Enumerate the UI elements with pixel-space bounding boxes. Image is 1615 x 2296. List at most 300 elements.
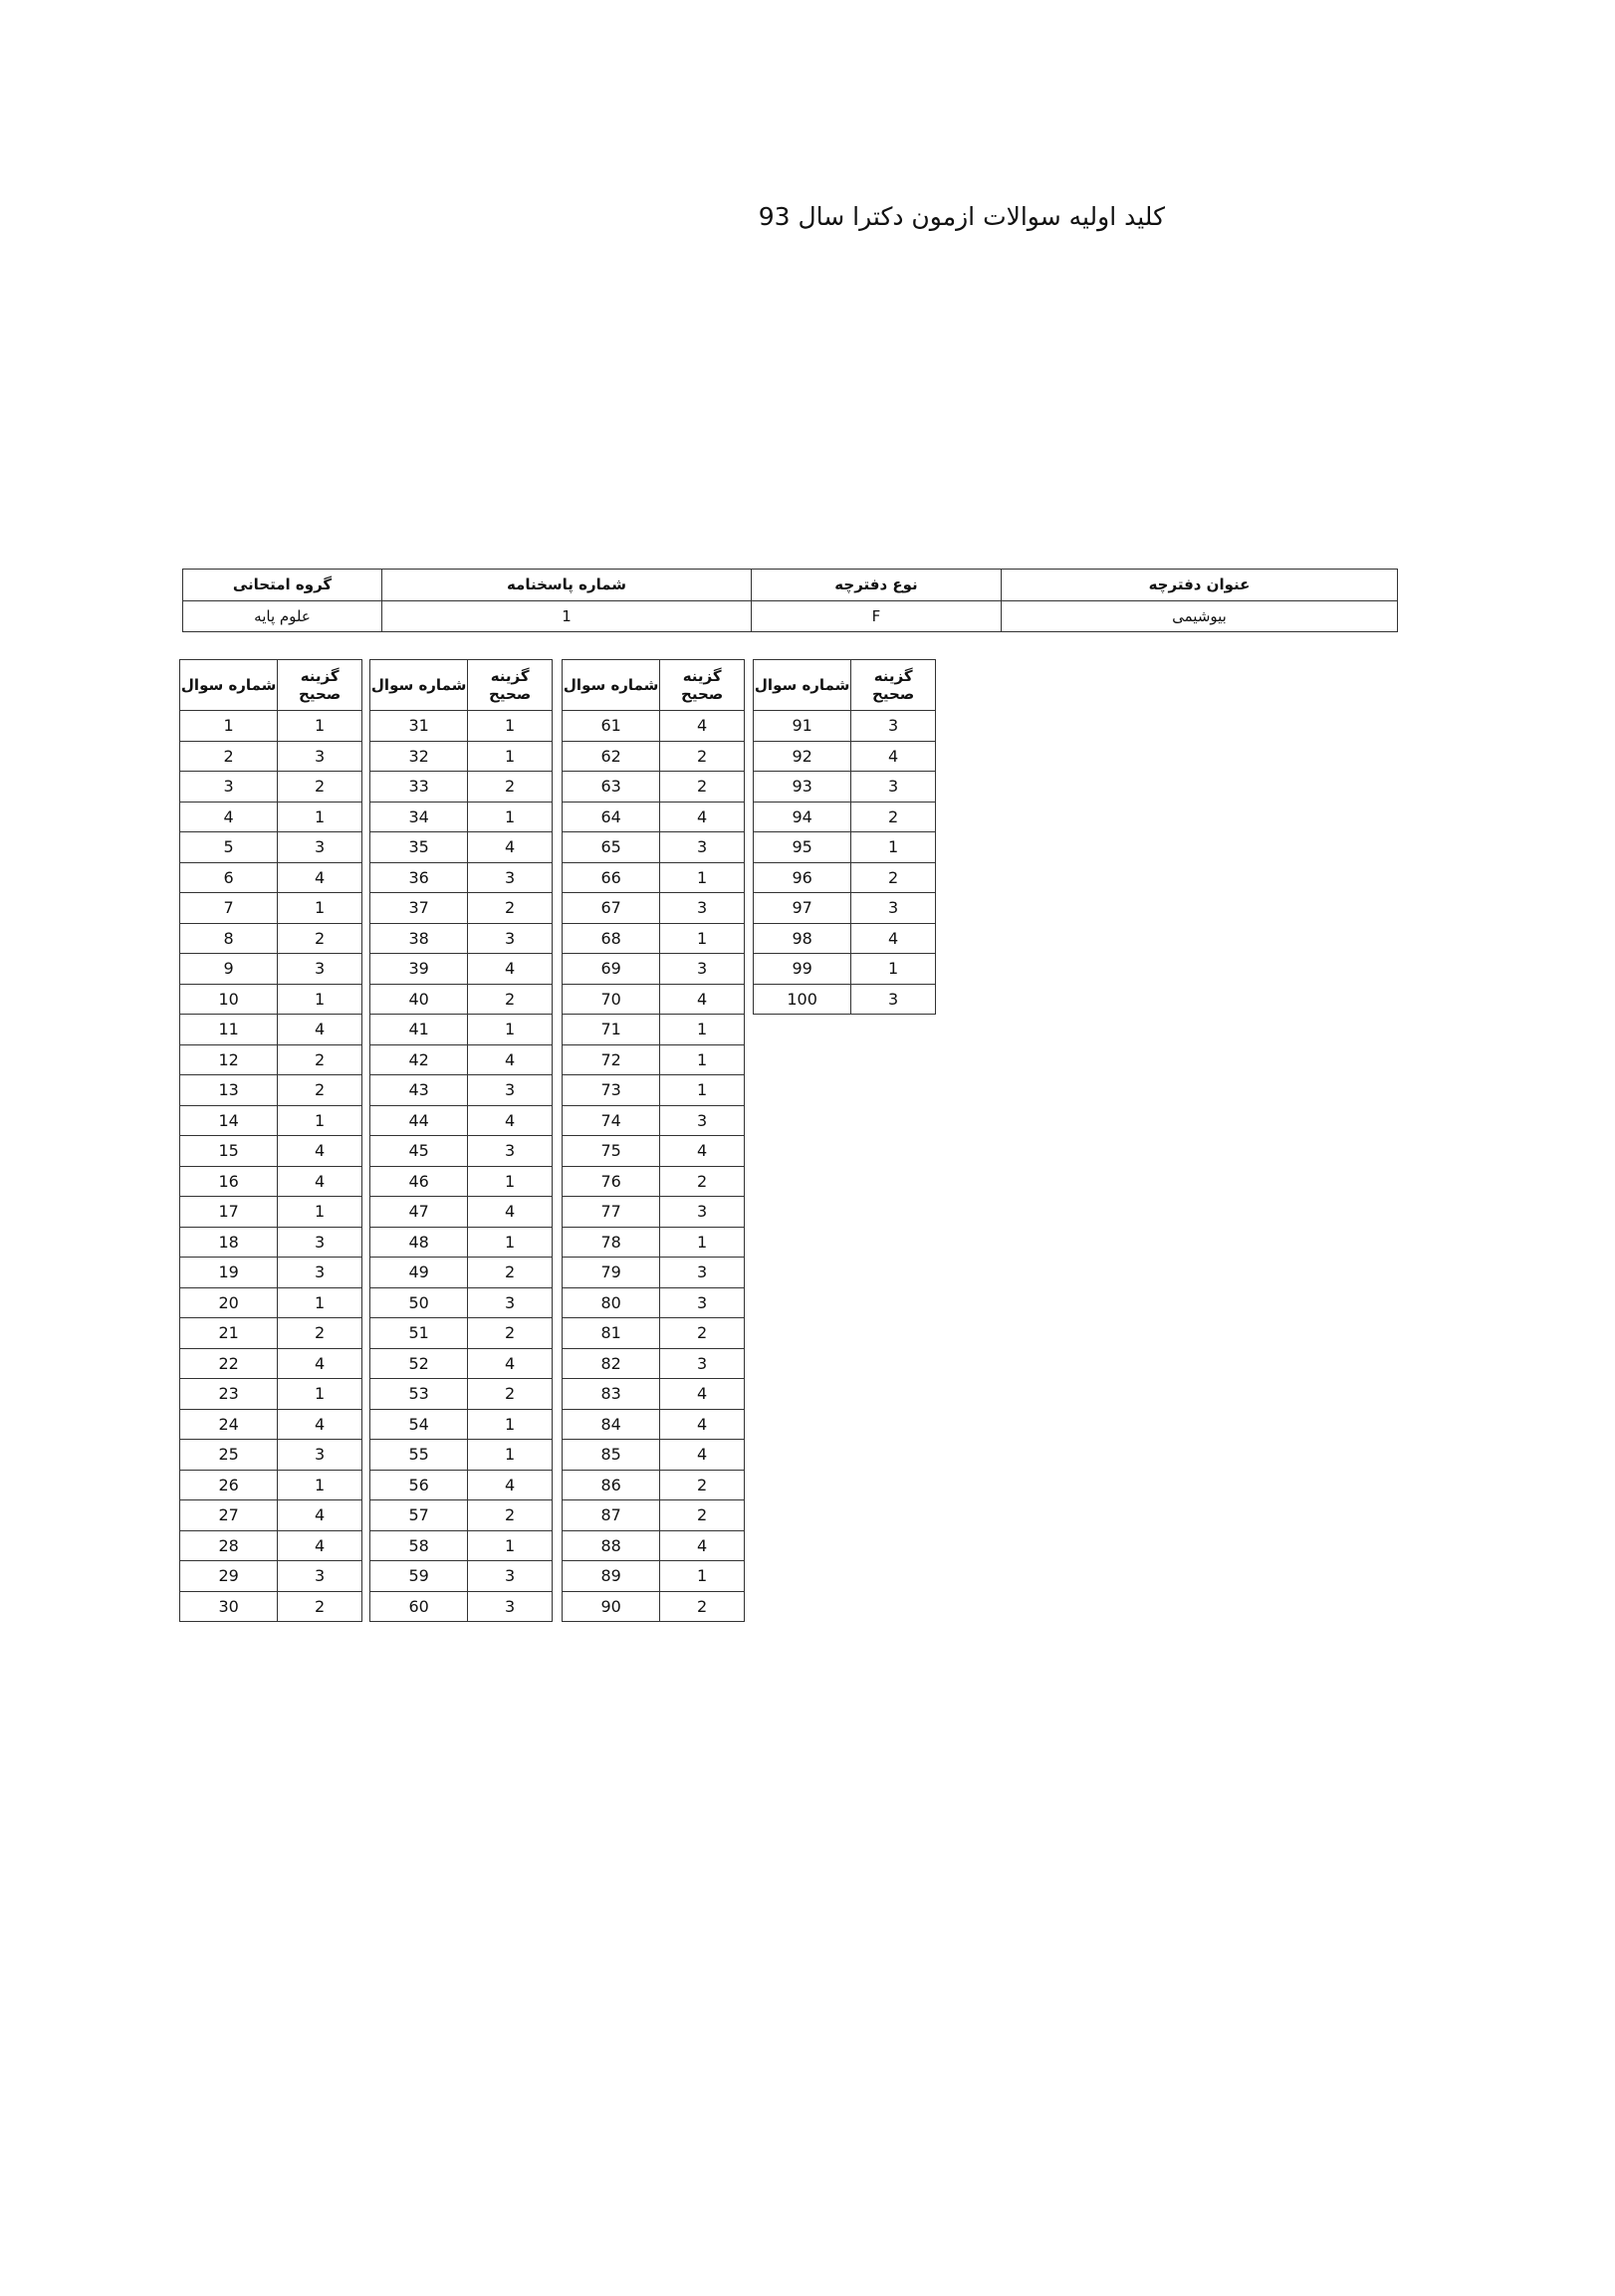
correct-option-cell: 3: [660, 1105, 745, 1136]
question-number-cell: 22: [180, 1348, 278, 1379]
question-number-cell: 87: [563, 1500, 660, 1531]
table-row: [370, 741, 553, 772]
answer-key-table-1: [179, 659, 362, 1622]
correct-option-cell: 2: [660, 1470, 745, 1500]
table-row: [370, 1044, 553, 1075]
correct-option-cell: 2: [468, 1258, 553, 1288]
correct-option-cell: 2: [468, 1318, 553, 1349]
table-row: [563, 1105, 745, 1136]
table-row: [370, 1591, 553, 1622]
table-row: [754, 954, 936, 985]
question-number-cell: 60: [370, 1591, 468, 1622]
question-number-cell: 94: [754, 802, 851, 832]
question-number-cell: 61: [563, 711, 660, 742]
correct-option-cell: 2: [660, 1166, 745, 1197]
table-row: [563, 1591, 745, 1622]
correct-option-cell: 3: [468, 923, 553, 954]
correct-option-cell: 1: [660, 862, 745, 893]
table-row: [180, 1015, 362, 1045]
correct-option-cell: 3: [660, 893, 745, 924]
question-number-cell: 80: [563, 1287, 660, 1318]
correct-option-cell: 3: [278, 741, 362, 772]
table-row: [563, 862, 745, 893]
correct-option-cell: 4: [660, 1440, 745, 1471]
table-row: [563, 1470, 745, 1500]
table-row: [563, 984, 745, 1015]
question-number-cell: 11: [180, 1015, 278, 1045]
question-number-cell: 38: [370, 923, 468, 954]
question-number-cell: 36: [370, 862, 468, 893]
table-row: [180, 772, 362, 803]
question-number-cell: 33: [370, 772, 468, 803]
correct-option-cell: 4: [660, 1409, 745, 1440]
question-number-cell: 14: [180, 1105, 278, 1136]
question-number-cell: 9: [180, 954, 278, 985]
question-number-cell: 75: [563, 1136, 660, 1167]
correct-option-cell: 2: [851, 802, 936, 832]
correct-option-cell: 4: [660, 802, 745, 832]
correct-option-cell: 3: [660, 832, 745, 863]
answer-key-table-2: [369, 659, 553, 1622]
correct-option-cell: 4: [278, 1015, 362, 1045]
table-row: [370, 1470, 553, 1500]
table-row: [754, 711, 936, 742]
table-row: [563, 1530, 745, 1561]
question-number-cell: 64: [563, 802, 660, 832]
question-number-cell: 27: [180, 1500, 278, 1531]
correct-option-cell: 3: [468, 1075, 553, 1106]
exam-group-value: علوم پایه: [183, 600, 382, 632]
table-row: [370, 832, 553, 863]
table-row: [180, 1044, 362, 1075]
table-row: [754, 772, 936, 803]
correct-option-cell: 3: [851, 893, 936, 924]
question-number-cell: 44: [370, 1105, 468, 1136]
table-row: [180, 741, 362, 772]
table-row: [180, 711, 362, 742]
table-row: [370, 1197, 553, 1228]
correct-option-cell: 1: [278, 802, 362, 832]
correct-option-cell: 3: [278, 832, 362, 863]
correct-option-cell: 3: [278, 954, 362, 985]
question-number-cell: 51: [370, 1318, 468, 1349]
table-row: [563, 1379, 745, 1410]
table-row: [563, 1348, 745, 1379]
question-number-cell: 12: [180, 1044, 278, 1075]
question-number-cell: 53: [370, 1379, 468, 1410]
table-row: [754, 862, 936, 893]
table-row: [370, 1409, 553, 1440]
table-row: [563, 711, 745, 742]
table-row: [180, 954, 362, 985]
correct-option-cell: 1: [468, 802, 553, 832]
question-number-cell: 43: [370, 1075, 468, 1106]
question-number-cell: 28: [180, 1530, 278, 1561]
table-row: [563, 1075, 745, 1106]
correct-option-cell: 2: [660, 1500, 745, 1531]
correct-option-cell: 1: [660, 1075, 745, 1106]
question-number-cell: 2: [180, 741, 278, 772]
answer-key-table-3: [562, 659, 745, 1622]
correct-option-cell: 2: [278, 923, 362, 954]
question-number-cell: 39: [370, 954, 468, 985]
question-number-cell: 31: [370, 711, 468, 742]
question-number-cell: 56: [370, 1470, 468, 1500]
correct-option-cell: 4: [468, 1044, 553, 1075]
question-number-cell: 54: [370, 1409, 468, 1440]
question-number-cell: 3: [180, 772, 278, 803]
correct-option-cell: 1: [468, 1440, 553, 1471]
question-number-cell: 42: [370, 1044, 468, 1075]
question-number-cell: 6: [180, 862, 278, 893]
correct-option-cell: 2: [278, 1044, 362, 1075]
question-number-cell: 79: [563, 1258, 660, 1288]
question-number-cell: 95: [754, 832, 851, 863]
question-number-cell: 82: [563, 1348, 660, 1379]
table-row: [180, 1591, 362, 1622]
booklet-type-value: F: [752, 600, 1002, 632]
table-row: [180, 1136, 362, 1167]
answer-key-table-4: [753, 659, 936, 1015]
question-number-cell: 77: [563, 1197, 660, 1228]
table-row: [180, 923, 362, 954]
table-row: [180, 984, 362, 1015]
table-row: [563, 1227, 745, 1258]
correct-option-cell: 3: [468, 1287, 553, 1318]
correct-option-cell: 4: [278, 862, 362, 893]
correct-option-cell: 3: [468, 1561, 553, 1592]
question-number-cell: 20: [180, 1287, 278, 1318]
question-number-cell: 15: [180, 1136, 278, 1167]
correct-option-cell: 4: [278, 1409, 362, 1440]
correct-option-cell: 4: [851, 741, 936, 772]
table-row: [180, 1318, 362, 1349]
correct-option-cell: 1: [278, 1470, 362, 1500]
question-number-cell: 69: [563, 954, 660, 985]
correct-option-cell: 3: [660, 1287, 745, 1318]
table-row: [180, 1379, 362, 1410]
question-number-cell: 7: [180, 893, 278, 924]
correct-option-cell: 3: [660, 1258, 745, 1288]
question-number-cell: 88: [563, 1530, 660, 1561]
table-row: [563, 1561, 745, 1592]
correct-option-cell: 1: [278, 893, 362, 924]
table-row: [370, 1348, 553, 1379]
correct-option-cell: 1: [660, 1044, 745, 1075]
booklet-info-table: [182, 569, 1398, 632]
table-row: [180, 832, 362, 863]
correct-option-cell: 1: [278, 1105, 362, 1136]
question-number-cell: 19: [180, 1258, 278, 1288]
table-row: [370, 984, 553, 1015]
correct-option-cell: 1: [851, 954, 936, 985]
question-number-cell: 78: [563, 1227, 660, 1258]
table-row: [180, 1105, 362, 1136]
question-number-cell: 25: [180, 1440, 278, 1471]
correct-option-cell: 2: [468, 772, 553, 803]
correct-option-cell: 1: [278, 1287, 362, 1318]
table-row: [370, 1075, 553, 1106]
question-number-cell: 96: [754, 862, 851, 893]
correct-option-header: گزینه صحیح: [851, 660, 936, 711]
correct-option-cell: 4: [468, 954, 553, 985]
table-row: [754, 741, 936, 772]
exam-group-header: گروه امتحانی: [183, 570, 382, 601]
table-row: [370, 1227, 553, 1258]
question-number-cell: 70: [563, 984, 660, 1015]
table-row: [370, 772, 553, 803]
table-row: [563, 1015, 745, 1045]
table-row: [180, 1440, 362, 1471]
table-row: [563, 802, 745, 832]
question-number-cell: 86: [563, 1470, 660, 1500]
table-row: [370, 1379, 553, 1410]
table-row: [370, 802, 553, 832]
table-row: [370, 1561, 553, 1592]
correct-option-cell: 4: [278, 1348, 362, 1379]
question-number-cell: 8: [180, 923, 278, 954]
question-number-cell: 76: [563, 1166, 660, 1197]
question-number-cell: 45: [370, 1136, 468, 1167]
table-row: [563, 923, 745, 954]
correct-option-cell: 3: [660, 1348, 745, 1379]
table-row: [370, 1258, 553, 1288]
question-number-cell: 49: [370, 1258, 468, 1288]
question-number-cell: 73: [563, 1075, 660, 1106]
table-row: [370, 1318, 553, 1349]
table-row: [370, 862, 553, 893]
table-row: [180, 1470, 362, 1500]
question-number-cell: 46: [370, 1166, 468, 1197]
table-row: [563, 893, 745, 924]
table-row: [754, 802, 936, 832]
correct-option-cell: 2: [660, 772, 745, 803]
table-row: [370, 1440, 553, 1471]
question-number-cell: 23: [180, 1379, 278, 1410]
correct-option-header: گزینه صحیح: [660, 660, 745, 711]
question-number-cell: 81: [563, 1318, 660, 1349]
question-number-cell: 26: [180, 1470, 278, 1500]
question-number-cell: 62: [563, 741, 660, 772]
correct-option-cell: 1: [468, 1227, 553, 1258]
question-number-cell: 90: [563, 1591, 660, 1622]
question-number-cell: 85: [563, 1440, 660, 1471]
question-number-cell: 32: [370, 741, 468, 772]
question-number-cell: 93: [754, 772, 851, 803]
correct-option-cell: 1: [851, 832, 936, 863]
table-row: [180, 1409, 362, 1440]
table-row: [563, 1500, 745, 1531]
correct-option-cell: 2: [278, 1075, 362, 1106]
correct-option-cell: 1: [660, 1227, 745, 1258]
question-number-cell: 59: [370, 1561, 468, 1592]
table-row: [370, 954, 553, 985]
correct-option-cell: 1: [468, 1409, 553, 1440]
table-row: [563, 1044, 745, 1075]
answer-sheet-number-value: 1: [382, 600, 752, 632]
table-row: [563, 954, 745, 985]
table-row: [180, 1227, 362, 1258]
correct-option-cell: 2: [660, 741, 745, 772]
correct-option-cell: 3: [468, 1591, 553, 1622]
table-row: [180, 1197, 362, 1228]
correct-option-cell: 2: [278, 772, 362, 803]
table-row: [180, 802, 362, 832]
table-row: [370, 893, 553, 924]
table-row: [563, 1166, 745, 1197]
question-number-cell: 66: [563, 862, 660, 893]
correct-option-cell: 2: [468, 893, 553, 924]
correct-option-cell: 2: [468, 1500, 553, 1531]
correct-option-cell: 1: [660, 1015, 745, 1045]
table-row: [180, 1500, 362, 1531]
correct-option-cell: 2: [278, 1591, 362, 1622]
correct-option-cell: 3: [660, 1197, 745, 1228]
question-number-cell: 30: [180, 1591, 278, 1622]
question-number-cell: 89: [563, 1561, 660, 1592]
answer-sheet-number-header: شماره پاسخنامه: [382, 570, 752, 601]
correct-option-cell: 4: [278, 1500, 362, 1531]
correct-option-cell: 1: [660, 923, 745, 954]
table-row: [370, 1287, 553, 1318]
booklet-type-header: نوع دفترچه: [752, 570, 1002, 601]
table-row: [180, 893, 362, 924]
question-number-header: شماره سوال: [180, 660, 278, 711]
correct-option-cell: 1: [278, 1379, 362, 1410]
correct-option-cell: 4: [278, 1136, 362, 1167]
table-row: [180, 1530, 362, 1561]
question-number-cell: 13: [180, 1075, 278, 1106]
question-number-cell: 35: [370, 832, 468, 863]
table-row: [370, 711, 553, 742]
table-row: [563, 1318, 745, 1349]
correct-option-cell: 1: [278, 711, 362, 742]
question-number-cell: 24: [180, 1409, 278, 1440]
question-number-cell: 10: [180, 984, 278, 1015]
correct-option-cell: 4: [468, 1105, 553, 1136]
correct-option-cell: 1: [468, 741, 553, 772]
question-number-cell: 16: [180, 1166, 278, 1197]
question-number-cell: 65: [563, 832, 660, 863]
correct-option-cell: 1: [468, 1015, 553, 1045]
correct-option-cell: 2: [278, 1318, 362, 1349]
table-row: [180, 1166, 362, 1197]
table-row: [370, 1015, 553, 1045]
question-number-cell: 5: [180, 832, 278, 863]
table-row: [563, 1197, 745, 1228]
table-row: [563, 1409, 745, 1440]
table-row: [370, 923, 553, 954]
question-number-cell: 99: [754, 954, 851, 985]
question-number-cell: 34: [370, 802, 468, 832]
question-number-cell: 91: [754, 711, 851, 742]
table-row: [563, 832, 745, 863]
correct-option-cell: 4: [468, 1197, 553, 1228]
table-row: [563, 772, 745, 803]
correct-option-cell: 1: [468, 1530, 553, 1561]
question-number-cell: 17: [180, 1197, 278, 1228]
correct-option-cell: 4: [660, 1530, 745, 1561]
table-row: [180, 1348, 362, 1379]
correct-option-cell: 3: [278, 1440, 362, 1471]
table-row: [754, 832, 936, 863]
table-row: [370, 1105, 553, 1136]
table-row: [370, 1136, 553, 1167]
question-number-cell: 50: [370, 1287, 468, 1318]
correct-option-cell: 3: [278, 1258, 362, 1288]
correct-option-cell: 4: [660, 1379, 745, 1410]
question-number-cell: 68: [563, 923, 660, 954]
correct-option-header: گزینه صحیح: [468, 660, 553, 711]
correct-option-cell: 4: [468, 1348, 553, 1379]
question-number-cell: 52: [370, 1348, 468, 1379]
correct-option-cell: 4: [851, 923, 936, 954]
correct-option-cell: 1: [278, 984, 362, 1015]
question-number-cell: 72: [563, 1044, 660, 1075]
table-row: [563, 741, 745, 772]
table-row: [754, 923, 936, 954]
correct-option-cell: 3: [468, 862, 553, 893]
correct-option-cell: 4: [660, 711, 745, 742]
question-number-cell: 55: [370, 1440, 468, 1471]
table-row: [370, 1530, 553, 1561]
correct-option-cell: 3: [851, 711, 936, 742]
question-number-cell: 92: [754, 741, 851, 772]
table-row: [563, 1258, 745, 1288]
correct-option-cell: 1: [468, 711, 553, 742]
correct-option-cell: 4: [278, 1530, 362, 1561]
correct-option-cell: 2: [660, 1591, 745, 1622]
question-number-cell: 67: [563, 893, 660, 924]
question-number-cell: 100: [754, 984, 851, 1015]
question-number-header: شماره سوال: [563, 660, 660, 711]
question-number-cell: 84: [563, 1409, 660, 1440]
correct-option-cell: 2: [851, 862, 936, 893]
correct-option-cell: 1: [468, 1166, 553, 1197]
correct-option-cell: 3: [660, 954, 745, 985]
correct-option-cell: 1: [660, 1561, 745, 1592]
question-number-cell: 37: [370, 893, 468, 924]
correct-option-cell: 3: [278, 1227, 362, 1258]
correct-option-cell: 2: [468, 1379, 553, 1410]
question-number-cell: 97: [754, 893, 851, 924]
question-number-cell: 1: [180, 711, 278, 742]
table-row: [563, 1440, 745, 1471]
question-number-cell: 21: [180, 1318, 278, 1349]
table-row: [563, 1287, 745, 1318]
question-number-cell: 58: [370, 1530, 468, 1561]
booklet-title-value: بیوشیمی: [1002, 600, 1398, 632]
table-row: [180, 1287, 362, 1318]
question-number-header: شماره سوال: [370, 660, 468, 711]
correct-option-cell: 4: [660, 1136, 745, 1167]
correct-option-cell: 3: [851, 772, 936, 803]
correct-option-cell: 4: [660, 984, 745, 1015]
correct-option-cell: 1: [278, 1197, 362, 1228]
table-row: [180, 1561, 362, 1592]
correct-option-cell: 4: [278, 1166, 362, 1197]
correct-option-cell: 3: [468, 1136, 553, 1167]
table-row: [370, 1500, 553, 1531]
question-number-cell: 4: [180, 802, 278, 832]
table-row: [180, 862, 362, 893]
question-number-header: شماره سوال: [754, 660, 851, 711]
question-number-cell: 18: [180, 1227, 278, 1258]
table-row: [563, 1136, 745, 1167]
correct-option-cell: 4: [468, 1470, 553, 1500]
question-number-cell: 98: [754, 923, 851, 954]
table-row: [180, 1075, 362, 1106]
